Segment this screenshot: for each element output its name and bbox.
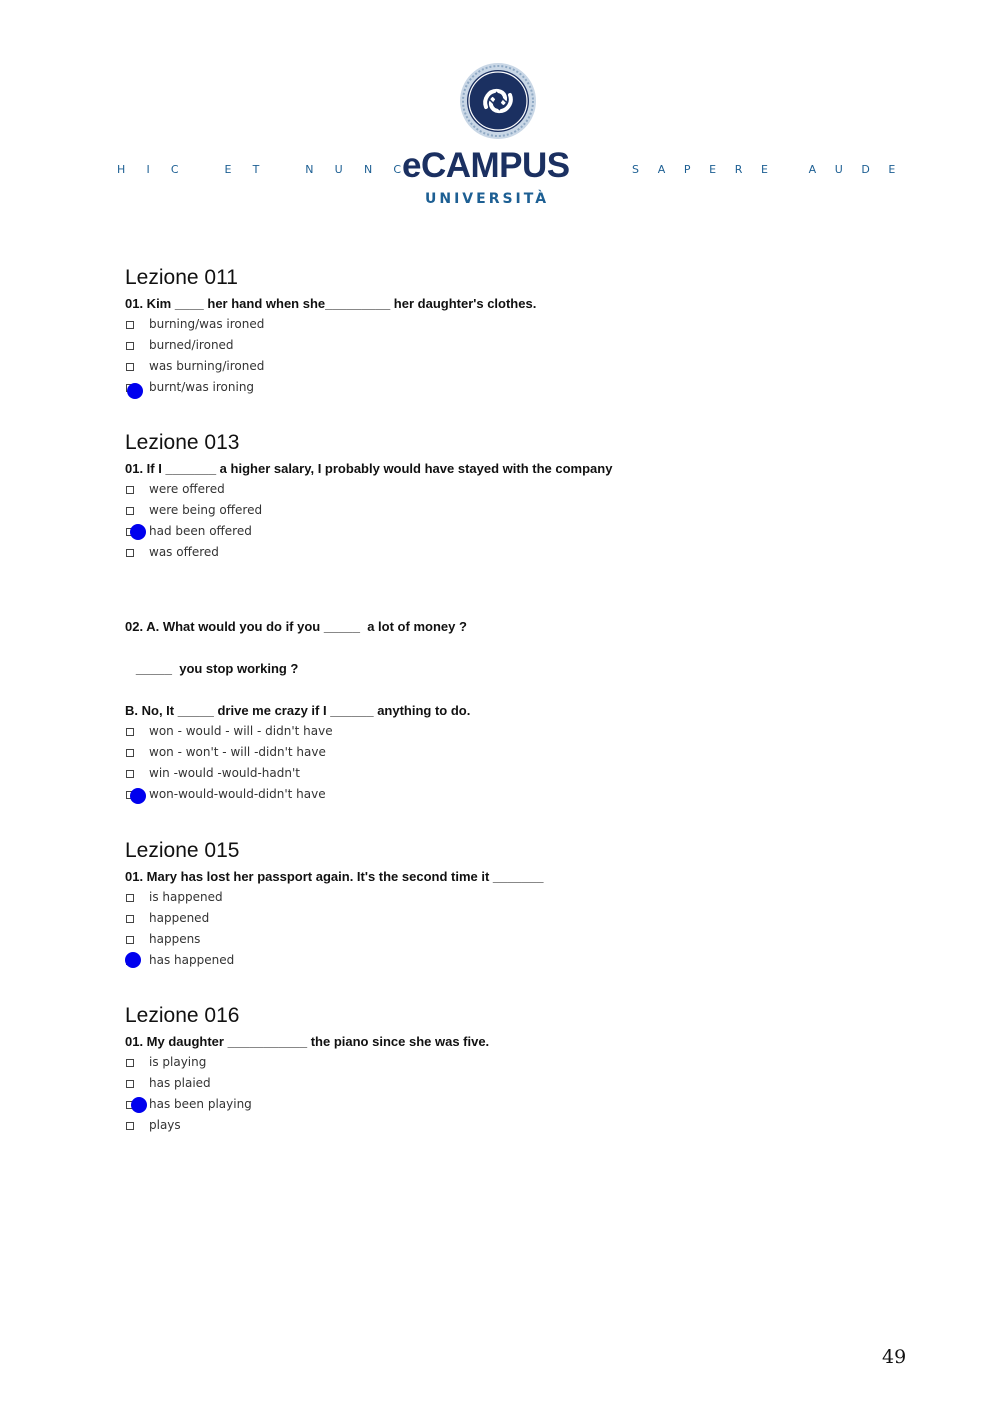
answer-option[interactable]: [125, 1073, 885, 1094]
motto-right-text: SAPERE AUDE: [632, 163, 914, 176]
checkbox[interactable]: [126, 894, 134, 902]
question-spacer: [125, 637, 885, 658]
motto-left: [117, 163, 422, 176]
brand-wordmark: [402, 142, 598, 190]
option-label: burnt/was ironing: [149, 380, 255, 394]
answer-option[interactable]: [125, 500, 885, 521]
checkbox[interactable]: [126, 342, 134, 350]
selected-answer-dot-icon: [130, 788, 146, 804]
option-label: has been playing: [149, 1097, 252, 1111]
option-label: was burning/ironed: [149, 359, 265, 373]
answer-options: [125, 721, 885, 805]
checkbox[interactable]: [126, 507, 134, 515]
checkbox[interactable]: [126, 749, 134, 757]
lesson-section: [125, 263, 885, 398]
answer-options: [125, 479, 885, 563]
answer-options: [125, 1052, 885, 1136]
option-label: had been offered: [149, 524, 252, 538]
question-spacer: [125, 679, 885, 700]
answer-option[interactable]: [125, 929, 885, 950]
answer-option[interactable]: [125, 542, 885, 563]
page-header: [0, 0, 1000, 230]
checkbox[interactable]: [126, 915, 134, 923]
option-label: burning/was ironed: [149, 317, 265, 331]
option-label: won-would-would-didn't have: [149, 787, 326, 801]
option-label: burned/ironed: [149, 338, 234, 352]
checkbox[interactable]: [126, 486, 134, 494]
option-label: was offered: [149, 545, 219, 559]
answer-option-selected[interactable]: [125, 1094, 885, 1115]
checkbox[interactable]: [126, 728, 134, 736]
answer-option-selected[interactable]: [125, 784, 885, 805]
checkbox[interactable]: [126, 770, 134, 778]
answer-option[interactable]: [125, 721, 885, 742]
option-label: has plaied: [149, 1076, 211, 1090]
lesson-title: Lezione 016: [125, 1004, 240, 1027]
question-text: 01. My daughter ___________ the piano since she was five.: [125, 1034, 490, 1049]
answer-option-selected[interactable]: [125, 950, 885, 971]
question-text: _____ you stop working ?: [125, 661, 299, 676]
option-label: win -would -would-hadn't: [149, 766, 300, 780]
question-text: 02. A. What would you do if you _____ a lot of money ?: [125, 619, 467, 634]
selected-answer-dot-icon: [130, 524, 146, 540]
lesson-section: [125, 428, 885, 805]
lesson-title: Lezione 013: [125, 431, 240, 454]
option-label: is happened: [149, 890, 223, 904]
checkbox[interactable]: [126, 1059, 134, 1067]
answer-option[interactable]: [125, 887, 885, 908]
option-label: won - won't - will -didn't have: [149, 745, 326, 759]
option-label: happens: [149, 932, 201, 946]
answer-option[interactable]: [125, 742, 885, 763]
page-number: 49: [882, 1346, 907, 1368]
selected-answer-dot-icon: [131, 1097, 147, 1113]
university-seal-logo: [459, 62, 537, 140]
question-text: 01. If I _______ a higher salary, I probably would have stayed with the company: [125, 461, 613, 476]
brand-name: eCAMPUS: [402, 146, 570, 185]
lesson-section: [125, 1001, 885, 1136]
answer-option[interactable]: [125, 479, 885, 500]
option-label: is playing: [149, 1055, 207, 1069]
checkbox[interactable]: [126, 1122, 134, 1130]
option-label: has happened: [149, 953, 235, 967]
answer-option[interactable]: [125, 763, 885, 784]
option-label: happened: [149, 911, 210, 925]
option-label: won - would - will - didn't have: [149, 724, 333, 738]
selected-answer-dot-icon: [127, 383, 143, 399]
answer-option[interactable]: [125, 314, 885, 335]
question-text: B. No, It _____ drive me crazy if I ______ anything to do.: [125, 703, 471, 718]
motto-left-text: HIC ET NUNC: [117, 163, 423, 176]
answer-option-selected[interactable]: [125, 521, 885, 542]
answer-option[interactable]: [125, 356, 885, 377]
answer-options: [125, 314, 885, 398]
lesson-title: Lezione 011: [125, 266, 238, 289]
answer-option[interactable]: [125, 908, 885, 929]
lesson-section: [125, 836, 885, 971]
question-text: 01. Kim ____ her hand when she_________ her daughter's clothes.: [125, 296, 537, 311]
answer-option-selected[interactable]: [125, 377, 885, 398]
answer-option[interactable]: [125, 1115, 885, 1136]
question-text: 01. Mary has lost her passport again. It's the second time it _______: [125, 869, 544, 884]
option-label: plays: [149, 1118, 181, 1132]
checkbox[interactable]: [126, 321, 134, 329]
motto-right: [632, 163, 914, 176]
checkbox[interactable]: [126, 363, 134, 371]
answer-option[interactable]: [125, 1052, 885, 1073]
checkbox[interactable]: [126, 1080, 134, 1088]
answer-options: [125, 887, 885, 971]
option-label: were being offered: [149, 503, 263, 517]
checkbox[interactable]: [126, 936, 134, 944]
option-label: were offered: [149, 482, 225, 496]
checkbox[interactable]: [126, 549, 134, 557]
brand-subtitle: UNIVERSITÀ: [425, 191, 550, 207]
selected-answer-dot-icon: [125, 952, 141, 968]
lesson-title: Lezione 015: [125, 839, 240, 862]
answer-option[interactable]: [125, 335, 885, 356]
